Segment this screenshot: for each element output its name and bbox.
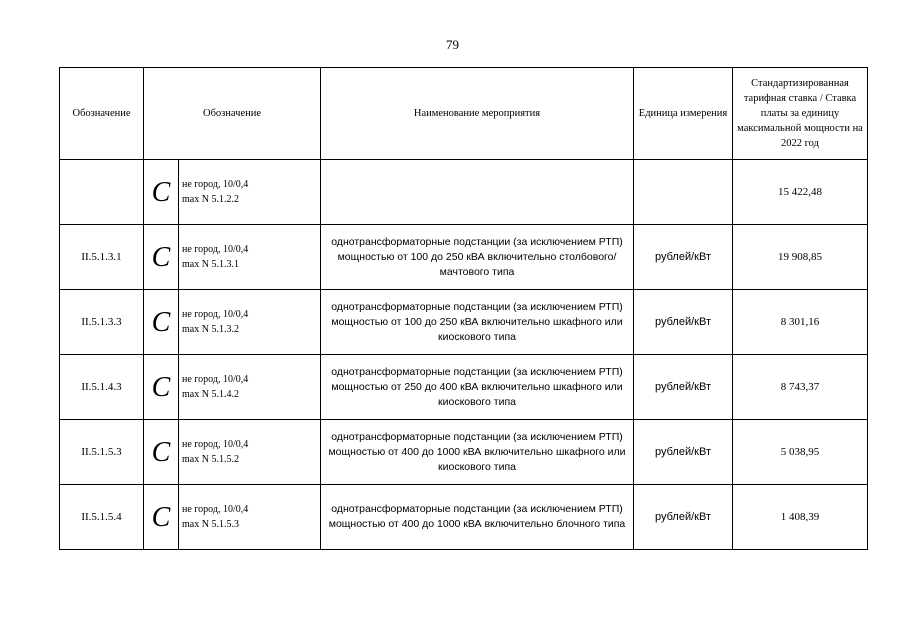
table-row [60,290,868,355]
row-region-line1: не город, 10/0,4 [182,374,249,385]
row-unit: рублей/кВт [634,290,733,355]
row-region-line2: max N 5.1.5.3 [182,519,239,530]
row-rate: 15 422,48 [733,160,868,225]
row-rate: 8 301,16 [733,290,868,355]
row-region-line1: не город, 10/0,4 [182,179,249,190]
row-region-line1: не город, 10/0,4 [182,309,249,320]
row-symbol: C [144,420,179,485]
row-activity [321,160,634,225]
row-region-line1: не город, 10/0,4 [182,244,249,255]
row-activity: однотрансформаторные подстанции (за исключением РТП) мощностью от 400 до 1000 кВА включительно шкафного или киоскового типа [321,420,634,485]
header-designation: Обозначение [60,68,144,160]
row-region-line2: max N 5.1.2.2 [182,194,239,205]
row-activity: однотрансформаторные подстанции (за исключением РТП) мощностью от 100 до 250 кВА включительно столбового/мачтового типа [321,225,634,290]
row-region [179,290,321,355]
row-rate: 1 408,39 [733,485,868,550]
row-unit: рублей/кВт [634,420,733,485]
row-region-line1: не город, 10/0,4 [182,439,249,450]
row-region-line1: не город, 10/0,4 [182,504,249,515]
row-code: II.5.1.4.3 [60,355,144,420]
row-region-line2: max N 5.1.4.2 [182,389,239,400]
table-row [60,225,868,290]
table-header-row [60,68,868,160]
row-code [60,160,144,225]
row-region-line2: max N 5.1.3.2 [182,324,239,335]
row-code: II.5.1.3.1 [60,225,144,290]
row-unit: рублей/кВт [634,485,733,550]
table-row [60,160,868,225]
row-code: II.5.1.5.4 [60,485,144,550]
row-region [179,225,321,290]
row-symbol: C [144,355,179,420]
row-activity: однотрансформаторные подстанции (за исключением РТП) мощностью от 100 до 250 кВА включительно шкафного или киоскового типа [321,290,634,355]
table-row [60,420,868,485]
row-unit: рублей/кВт [634,225,733,290]
row-rate: 8 743,37 [733,355,868,420]
header-activity: Наименование мероприятия [321,68,634,160]
row-region-line2: max N 5.1.5.2 [182,454,239,465]
row-code: II.5.1.5.3 [60,420,144,485]
row-symbol: C [144,160,179,225]
row-activity: однотрансформаторные подстанции (за исключением РТП) мощностью от 400 до 1000 кВА включительно блочного типа [321,485,634,550]
header-designation-2: Обозначение [144,68,321,160]
row-code: II.5.1.3.3 [60,290,144,355]
page-number: 79 [446,37,459,52]
row-region [179,160,321,225]
header-rate: Стандартизированная тарифная ставка / Ставка платы за единицу максимальной мощности на 2022 год [733,68,868,160]
row-unit [634,160,733,225]
row-unit: рублей/кВт [634,355,733,420]
row-rate: 19 908,85 [733,225,868,290]
row-symbol: C [144,485,179,550]
table-row [60,355,868,420]
row-region [179,355,321,420]
row-region-line2: max N 5.1.3.1 [182,259,239,270]
row-region [179,485,321,550]
tariff-table [59,67,868,550]
table-row [60,485,868,550]
row-rate: 5 038,95 [733,420,868,485]
row-symbol: C [144,225,179,290]
header-unit: Единица измерения [634,68,733,160]
row-activity: однотрансформаторные подстанции (за исключением РТП) мощностью от 250 до 400 кВА включительно шкафного или киоскового типа [321,355,634,420]
row-symbol: C [144,290,179,355]
row-region [179,420,321,485]
